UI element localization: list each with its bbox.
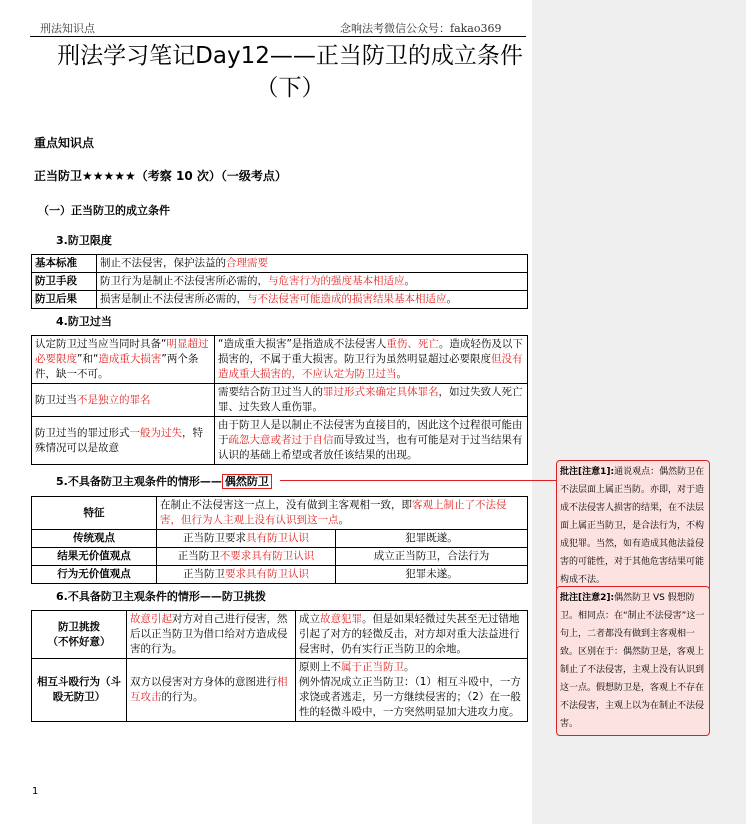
cell: 正当防卫不要求具有防卫认识 (157, 548, 336, 566)
cell: 双方以侵害对方身体的意图进行相互攻击的行为。 (127, 659, 296, 722)
cell: 认定防卫过当应当同时具备“明显超过必要限度”和“造成重大损害”两个条件，缺一不可。 (32, 336, 215, 384)
comment-text: 偶然防卫 VS 假想防卫。相同点：在“制止不法侵害”这一句上，二者都没有做到主客观相一致。区别在于：偶然防卫是，客观上制止了不法侵害，主观上没有认识到这一点。假想防卫是，客观上不存在不法侵害，主观上以为在制止不法侵害。 (560, 593, 705, 729)
row-label: 防卫挑拨 （不怀好意） (32, 611, 127, 659)
table-row (32, 497, 528, 530)
table-row (32, 384, 528, 417)
subsection-heading: （一）正当防卫的成立条件 (38, 204, 170, 217)
table-row (32, 566, 528, 584)
header-right: 念响法考微信公众号：fakao369 (340, 22, 502, 35)
cell: 由于防卫人是以制止不法侵害为直接目的，因此这个过程很可能由于疏忽大意或者过于自信而导致过当，也有可能是对于过当结果有认识的基础上希望或者放任该结果的出现。 (215, 417, 528, 465)
cell: 犯罪既遂。 (336, 530, 528, 548)
comment-connector-1 (280, 480, 556, 481)
row-text: 制止不法侵害，保护法益的合理需要 (97, 255, 528, 273)
header-left: 刑法知识点 (40, 22, 95, 35)
row-text: 防卫行为是制止不法侵害所必需的，与危害行为的强度基本相适应。 (97, 273, 528, 291)
row-label: 传统观点 (32, 530, 157, 548)
comment-label: 批注[注意1]: (560, 467, 615, 477)
title-line1: 刑法学习笔记Day12——正当防卫的成立条件 (57, 43, 523, 69)
comment-balloon-1[interactable] (556, 460, 710, 592)
row-label: 防卫手段 (32, 273, 97, 291)
table-row (32, 530, 528, 548)
table-row (32, 548, 528, 566)
limit-table (31, 254, 528, 309)
row-label: 特征 (32, 497, 157, 530)
row-label: 行为无价值观点 (32, 566, 157, 584)
row-label: 基本标准 (32, 255, 97, 273)
cell: 防卫过当不是独立的罪名 (32, 384, 215, 417)
table-row (32, 336, 528, 384)
comment-text: 通说观点：偶然防卫在不法层面上属正当防。亦即，对于造成不法侵害人损害的结果，在不法层面上属正当防卫，是合法行为，不构成犯罪。当然，如有造成其他法益侵害的可能性，对于其他危害结果可能构成不法。 (560, 467, 705, 585)
table-row (32, 417, 528, 465)
provocation-table (31, 610, 528, 722)
excess-table (31, 335, 528, 465)
table-row (32, 291, 528, 309)
table-row (32, 273, 528, 291)
title-line2: （下） (255, 75, 325, 101)
key-point-heading: 重点知识点 (34, 136, 95, 150)
cell: 故意引起对方对自己进行侵害，然后以正当防卫为借口给对方造成侵害的行为。 (127, 611, 296, 659)
comment-label: 批注[注意2]: (560, 593, 615, 603)
row-label: 防卫后果 (32, 291, 97, 309)
header-rule (30, 36, 526, 37)
table-row (32, 611, 528, 659)
section6-heading: 6.不具备防卫主观条件的情形——防卫挑拨 (56, 590, 266, 603)
page-title (40, 40, 540, 104)
cell: 原则上不属于正当防卫。 例外情况成立正当防卫：（1）相互斗殴中，一方求饶或者逃走，另一方继续侵害的；（2）在一般性的轻微斗殴中，一方突然明显加大进攻力度。 (296, 659, 528, 722)
cell: 成立故意犯罪。但是如果轻微过失甚至无过错地引起了对方的轻微反击，对方却对重大法益进行侵害时，仍有实行正当防卫的余地。 (296, 611, 528, 659)
accidental-defense-table (31, 496, 528, 584)
cell: 成立正当防卫，合法行为 (336, 548, 528, 566)
page-number: 1 (32, 786, 39, 797)
table-row (32, 659, 528, 722)
row-text: 损害是制止不法侵害所必需的，与不法侵害可能造成的损害结果基本相适应。 (97, 291, 528, 309)
cell: 正当防卫要求具有防卫认识 (157, 566, 336, 584)
table-row (32, 255, 528, 273)
cell: 需要结合防卫过当人的罪过形式来确定具体罪名，如过失致人死亡罪、过失致人重伤罪。 (215, 384, 528, 417)
topic-heading: 正当防卫★★★★★（考察 10 次）（一级考点） (34, 169, 287, 183)
section3-heading: 3.防卫限度 (56, 234, 112, 247)
cell: 正当防卫要求具有防卫认识 (157, 530, 336, 548)
row-label: 相互斗殴行为（斗殴无防卫） (32, 659, 127, 722)
row-label: 结果无价值观点 (32, 548, 157, 566)
cell: “造成重大损害”是指造成不法侵害人重伤、死亡。造成轻伤及以下损害的，不属于重大损害。防卫行为虽然明显超过必要限度但没有造成重大损害的，不应认定为防卫过当。 (215, 336, 528, 384)
section5-heading: 5.不具备防卫主观条件的情形—— 偶然防卫 (56, 473, 272, 489)
cell: 在制止不法侵害这一点上，没有做到主客观相一致，即客观上制止了不法侵害，但行为人主观上没有认识到这一点。 (157, 497, 528, 530)
comment-balloon-2[interactable] (556, 586, 710, 736)
cell: 防卫过当的罪过形式一般为过失，特殊情况可以是故意 (32, 417, 215, 465)
comment-anchor-1[interactable]: 偶然防卫 (222, 474, 272, 489)
cell: 犯罪未遂。 (336, 566, 528, 584)
section4-heading: 4.防卫过当 (56, 315, 112, 328)
